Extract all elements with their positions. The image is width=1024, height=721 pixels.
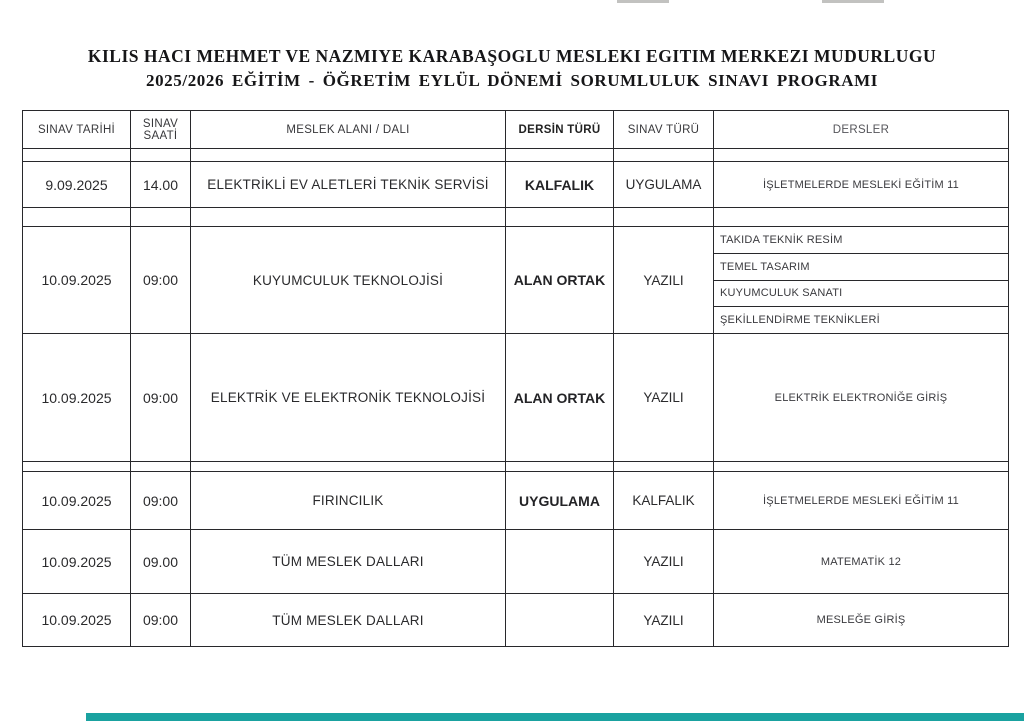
table-row xyxy=(23,227,1009,334)
exam-type-cell: UYGULAMA xyxy=(614,162,714,208)
exam-date-cell: 10.09.2025 xyxy=(23,594,131,647)
column-header-exam-time: SINAV SAATİ xyxy=(131,111,191,149)
page-title-line-2: 2025/2026 EĞİTİM - ÖĞRETİM EYLÜL DÖNEMİ SORUMLULUK SINAVI PROGRAMI xyxy=(145,71,878,90)
scan-artifact xyxy=(617,0,669,3)
field-name-cell: ELEKTRİK VE ELEKTRONİK TEKNOLOJİSİ xyxy=(191,334,506,462)
page-title-line-1: KILIS HACI MEHMET VE NAZMIYE KARABAŞOGLU MESLEKI EGITIM MERKEZI MUDURLUGU xyxy=(87,46,937,66)
exam-time-cell: 09:00 xyxy=(131,472,191,530)
course-item: TAKIDA TEKNİK RESİM xyxy=(714,227,1008,254)
courses-cell: ELEKTRİK ELEKTRONİĞE GİRİŞ xyxy=(714,334,1009,462)
column-header-lesson-type: DERSİN TÜRÜ xyxy=(506,111,614,149)
table-row xyxy=(23,530,1009,594)
field-name-cell: FIRINCILIK xyxy=(191,472,506,530)
exam-type-cell: YAZILI xyxy=(614,334,714,462)
column-header-exam-type: SINAV TÜRÜ xyxy=(614,111,714,149)
exam-type-cell: KALFALIK xyxy=(614,472,714,530)
exam-date-cell: 9.09.2025 xyxy=(23,162,131,208)
page-title xyxy=(0,46,1024,91)
spacer-row xyxy=(23,208,1009,227)
exam-date-cell: 10.09.2025 xyxy=(23,472,131,530)
exam-time-cell: 09:00 xyxy=(131,594,191,647)
exam-date-cell: 10.09.2025 xyxy=(23,530,131,594)
table-header-row xyxy=(23,111,1009,149)
courses-stack xyxy=(714,227,1008,333)
field-name-cell: TÜM MESLEK DALLARI xyxy=(191,594,506,647)
courses-cell: MESLEĞE GİRİŞ xyxy=(714,594,1009,647)
courses-cell: İŞLETMELERDE MESLEKİ EĞİTİM 11 xyxy=(714,472,1009,530)
courses-cell: MATEMATİK 12 xyxy=(714,530,1009,594)
exam-time-cell: 14.00 xyxy=(131,162,191,208)
table-row xyxy=(23,334,1009,462)
table-row xyxy=(23,162,1009,208)
exam-type-cell: YAZILI xyxy=(614,530,714,594)
lesson-type-cell xyxy=(506,530,614,594)
exam-time-cell: 09:00 xyxy=(131,227,191,334)
lesson-type-cell: UYGULAMA xyxy=(506,472,614,530)
exam-time-cell: 09:00 xyxy=(131,334,191,462)
exam-type-cell: YAZILI xyxy=(614,594,714,647)
course-item: TEMEL TASARIM xyxy=(714,254,1008,281)
exam-schedule-table xyxy=(22,110,1009,647)
exam-type-cell: YAZILI xyxy=(614,227,714,334)
course-item: KUYUMCULUK SANATI xyxy=(714,281,1008,308)
scan-artifact xyxy=(822,0,884,3)
table-row xyxy=(23,594,1009,647)
field-name-cell: ELEKTRİKLİ EV ALETLERİ TEKNİK SERVİSİ xyxy=(191,162,506,208)
courses-cell xyxy=(714,227,1009,334)
spacer-row xyxy=(23,149,1009,162)
table-row xyxy=(23,472,1009,530)
field-name-cell: KUYUMCULUK TEKNOLOJİSİ xyxy=(191,227,506,334)
lesson-type-cell: KALFALIK xyxy=(506,162,614,208)
exam-date-cell: 10.09.2025 xyxy=(23,334,131,462)
column-header-exam-date: SINAV TARİHİ xyxy=(23,111,131,149)
courses-cell: İŞLETMELERDE MESLEKİ EĞİTİM 11 xyxy=(714,162,1009,208)
lesson-type-cell xyxy=(506,594,614,647)
bottom-accent-bar xyxy=(86,713,1024,721)
field-name-cell: TÜM MESLEK DALLARI xyxy=(191,530,506,594)
lesson-type-cell: ALAN ORTAK xyxy=(506,334,614,462)
spacer-row xyxy=(23,462,1009,472)
lesson-type-cell: ALAN ORTAK xyxy=(506,227,614,334)
column-header-field: MESLEK ALANI / DALI xyxy=(191,111,506,149)
exam-date-cell: 10.09.2025 xyxy=(23,227,131,334)
course-item: ŞEKİLLENDİRME TEKNİKLERİ xyxy=(720,314,880,327)
column-header-courses: DERSLER xyxy=(714,111,1009,149)
exam-time-cell: 09.00 xyxy=(131,530,191,594)
